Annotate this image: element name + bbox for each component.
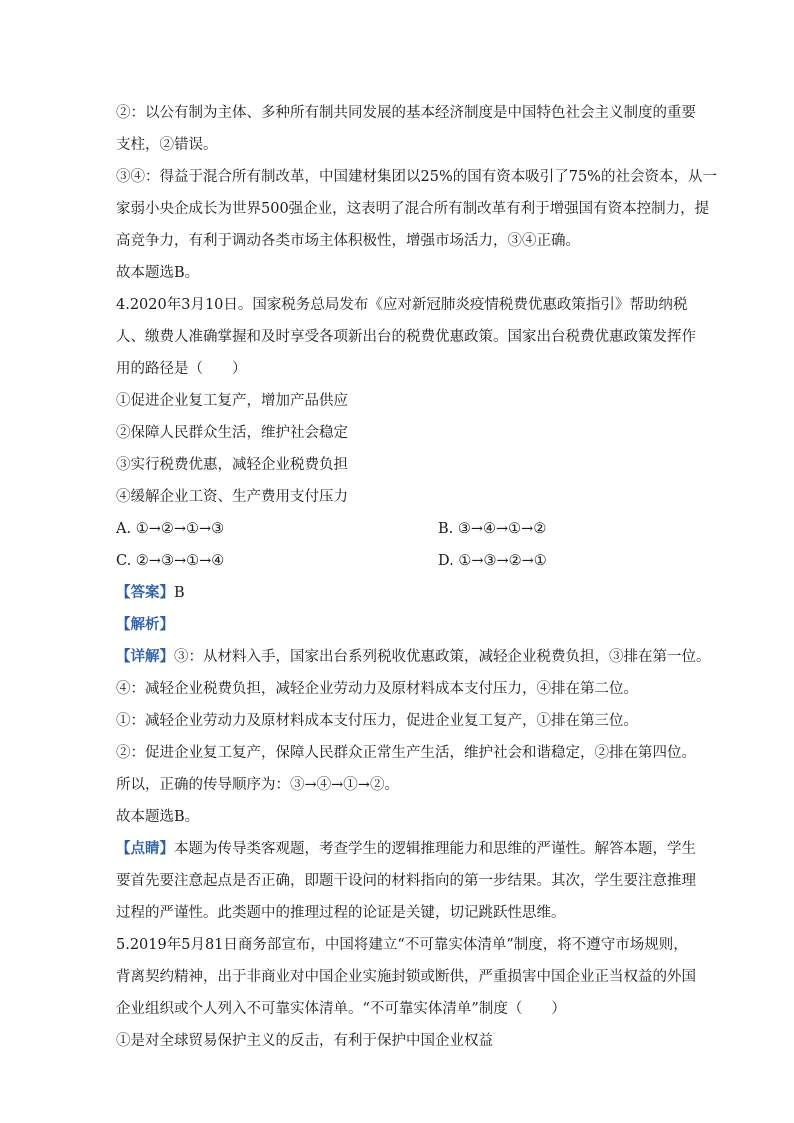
option-b: B. ③→④→①→② bbox=[438, 521, 547, 537]
question-4-stem: 用的路径是（ ） bbox=[116, 361, 247, 377]
text-line: 高竞争力，有利于调动各类市场主体积极性，增强市场活力，③④正确。 bbox=[116, 233, 580, 249]
comment-text: 本题为传导类客观题，考查学生的逻辑推理能力和思维的严谨性。解答本题，学生 bbox=[174, 841, 696, 857]
statement-item: ④缓解企业工资、生产费用支付压力 bbox=[116, 489, 348, 505]
analysis-line bbox=[116, 609, 696, 641]
analysis-tag: 【解析】 bbox=[116, 616, 174, 633]
text-line: 家弱小央企成长为世界500强企业，这表明了混合所有制改革有利于增强国有资本控制力，提 bbox=[116, 201, 710, 217]
comment-text: 过程的严谨性。此类题中的推理过程的论证是关键，切记跳跃性思维。 bbox=[116, 905, 566, 921]
question-4-stem: 4.2020年3月10日。国家税务总局发布《应对新冠肺炎疫情税费优惠政策指引》帮助纳税 bbox=[116, 297, 688, 313]
option-d: D. ①→③→②→① bbox=[438, 553, 547, 569]
text-line: 故本题选B。 bbox=[116, 265, 200, 281]
statement-item: ①是对全球贸易保护主义的反击，有利于保护中国企业权益 bbox=[116, 1033, 493, 1049]
question-5-stem: 背离契约精神，出于非商业对中国企业实施封锁或断供，严重损害中国企业正当权益的外国 bbox=[116, 969, 696, 985]
detail-text: ③：从材料入手，国家出台系列税收优惠政策，减轻企业税费负担，③排在第一位。 bbox=[174, 649, 711, 665]
detail-line bbox=[116, 641, 711, 673]
detail-text: ②：促进企业复工复产，保障人民群众正常生产生活，维护社会和谐稳定，②排在第四位。 bbox=[116, 745, 696, 761]
answer-tag: 【答案】 bbox=[116, 584, 174, 601]
statement-item: ②保障人民群众生活，维护社会稳定 bbox=[116, 425, 348, 441]
comment-line bbox=[116, 833, 696, 865]
question-5-stem: 5.2019年5月81日商务部宣布，中国将建立“不可靠实体清单”制度，将不遵守市场规则， bbox=[116, 937, 688, 953]
detail-text: ①：减轻企业劳动力及原材料成本支付压力，促进企业复工复产，①排在第三位。 bbox=[116, 713, 638, 729]
detail-tag: 【详解】 bbox=[116, 648, 174, 665]
detail-text: 故本题选B。 bbox=[116, 809, 200, 825]
text-line: 支柱，②错误。 bbox=[116, 137, 218, 153]
question-5-stem: 企业组织或个人列入不可靠实体清单。“不可靠实体清单”制度（ ） bbox=[116, 1001, 566, 1017]
text-line: ②：以公有制为主体、多种所有制共同发展的基本经济制度是中国特色社会主义制度的重要 bbox=[116, 105, 696, 121]
option-c: C. ②→③→①→④ bbox=[116, 553, 225, 569]
comment-text: 要首先要注意起点是否正确，即题干设问的材料指向的第一步结果。其次，学生要注意推理 bbox=[116, 873, 696, 889]
statement-item: ①促进企业复工复产，增加产品供应 bbox=[116, 393, 348, 409]
comment-tag: 【点睛】 bbox=[116, 840, 174, 857]
detail-text: ④：减轻企业税费负担，减轻企业劳动力及原材料成本支付压力，④排在第二位。 bbox=[116, 681, 638, 697]
statement-item: ③实行税费优惠，减轻企业税费负担 bbox=[116, 457, 348, 473]
answer-value: B bbox=[174, 585, 185, 601]
answer-line bbox=[116, 577, 696, 609]
text-line: ③④：得益于混合所有制改革，中国建材集团以25%的国有资本吸引了75%的社会资本，从一 bbox=[116, 169, 717, 185]
detail-text: 所以，正确的传导顺序为：③→④→①→②。 bbox=[116, 777, 399, 793]
option-a: A. ①→②→①→③ bbox=[116, 521, 225, 537]
question-4-stem: 人、缴费人准确掌握和及时享受各项新出台的税费优惠政策。国家出台税费优惠政策发挥作 bbox=[116, 329, 696, 345]
